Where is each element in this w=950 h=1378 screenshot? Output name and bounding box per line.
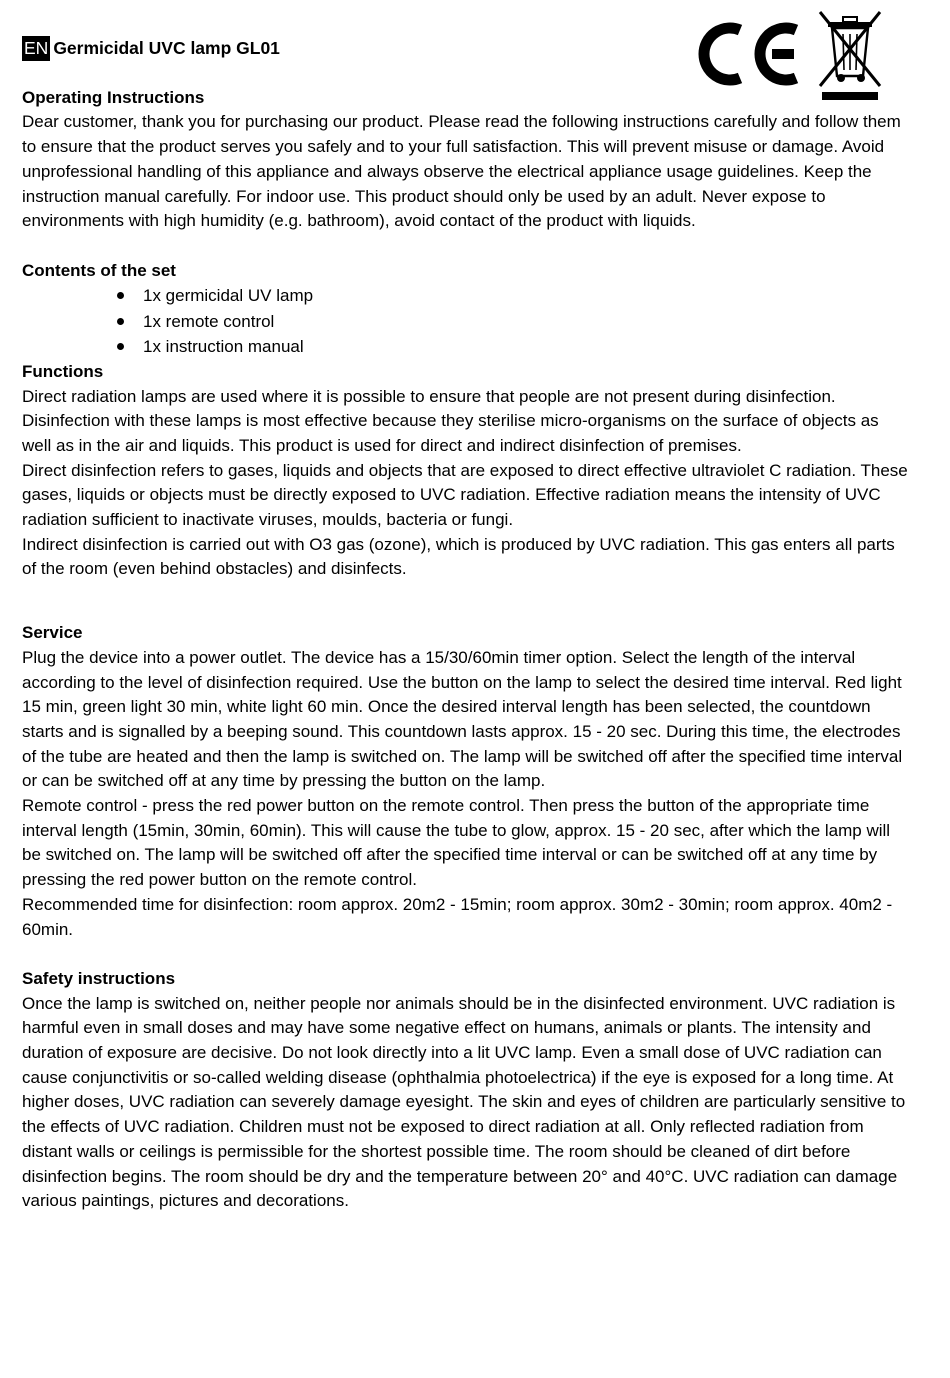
operating-heading: Operating Instructions <box>22 87 205 107</box>
functions-paragraph: Direct disinfection refers to gases, liquids and objects that are exposed to direct effective ultraviolet C radiation. These gases, liquids or objects must be directly exposed to UVC radiation. Effective radiation means the intensity of UVC radiation sufficient to inactivate viruses, moulds, bacteria or fungi. <box>22 460 908 530</box>
language-badge: EN <box>22 36 50 61</box>
product-title: Germicidal UVC lamp GL01 <box>53 38 280 58</box>
list-item: 1x instruction manual <box>143 334 912 360</box>
functions-paragraph: Indirect disinfection is carried out with O3 gas (ozone), which is produced by UVC radiation. This gas enters all parts of the room (even behind obstacles) and disinfects. <box>22 534 895 579</box>
service-section <box>22 621 912 942</box>
functions-section <box>22 360 912 582</box>
list-item: 1x germicidal UV lamp <box>143 283 912 309</box>
safety-heading: Safety instructions <box>22 968 176 988</box>
document-title <box>22 36 912 61</box>
contents-list <box>22 283 912 360</box>
contents-section <box>22 259 912 360</box>
service-paragraph: Recommended time for disinfection: room approx. 20m2 - 15min; room approx. 30m2 - 30min; room approx. 40m2 - 60min. <box>22 894 893 939</box>
safety-section <box>22 967 912 1214</box>
operating-section <box>22 86 912 234</box>
functions-heading: Functions <box>22 361 104 381</box>
list-item: 1x remote control <box>143 309 912 335</box>
service-paragraph: Plug the device into a power outlet. The device has a 15/30/60min timer option. Select the length of the interval according to the level of disinfection required. Use the button on the lamp to select the desired time interval. Red light 15 min, green light 30 min, white light 60 min. Once the desired interval length has been selected, the countdown starts and is signalled by a beeping sound. This countdown lasts approx. 15 - 20 sec. During this time, the electrodes of the tube are heated and then the lamp is switched on. The lamp will be switched off after the specified time interval or can be switched off at any time by pressing the button on the lamp. <box>22 647 903 791</box>
functions-paragraph: Direct radiation lamps are used where it is possible to ensure that people are not present during disinfection. Disinfection with these lamps is most effective because they sterilise micro-organisms on the surface of objects as well as in the air and liquids. This product is used for direct and indirect disinfection of premises. <box>22 386 879 455</box>
service-heading: Service <box>22 623 83 643</box>
document-page <box>22 36 912 1214</box>
contents-heading: Contents of the set <box>22 260 176 280</box>
operating-text: Dear customer, thank you for purchasing our product. Please read the following instructions carefully and follow them to ensure that the product serves you safely and to your full satisfaction. This will prevent misuse or damage. Avoid unprofessional handling of this appliance and always observe the electrical appliance usage guidelines. Keep the instruction manual carefully. For indoor use. This product should only be used by an adult. Never expose to environments with high humidity (e.g. bathroom), avoid contact of the product with liquids. <box>22 112 901 231</box>
service-paragraph: Remote control - press the red power button on the remote control. Then press the button of the appropriate time interval length (15min, 30min, 60min). This will cause the tube to glow, approx. 15 - 20 sec, after which the lamp will be switched on. The lamp will be switched off after the specified time interval or can be switched off at any time by pressing the red power button on the remote control. <box>22 796 891 890</box>
safety-text: Once the lamp is switched on, neither people nor animals should be in the disinfected environment. UVC radiation is harmful even in small doses and may have some negative effect on humans, animals or plants. The intensity and duration of exposure are decisive. Do not look directly into a lit UVC lamp. Even a small dose of UVC radiation can cause conjunctivitis or so-called welding disease (ophthalmia photoelectrica) if the eye is exposed for a long time. At higher doses, UVC radiation can severely damage eyesight. The skin and eyes of children are particularly sensitive to the effects of UVC radiation. Children must not be exposed to direct radiation at all. Only reflected radiation from distant walls or ceilings is permissible for the shortest possible time. The room should be cleaned of dirt before disinfection begins. The room should be dry and the temperature between 20° and 40°C. UVC radiation can damage various paintings, pictures and decorations. <box>22 993 906 1211</box>
